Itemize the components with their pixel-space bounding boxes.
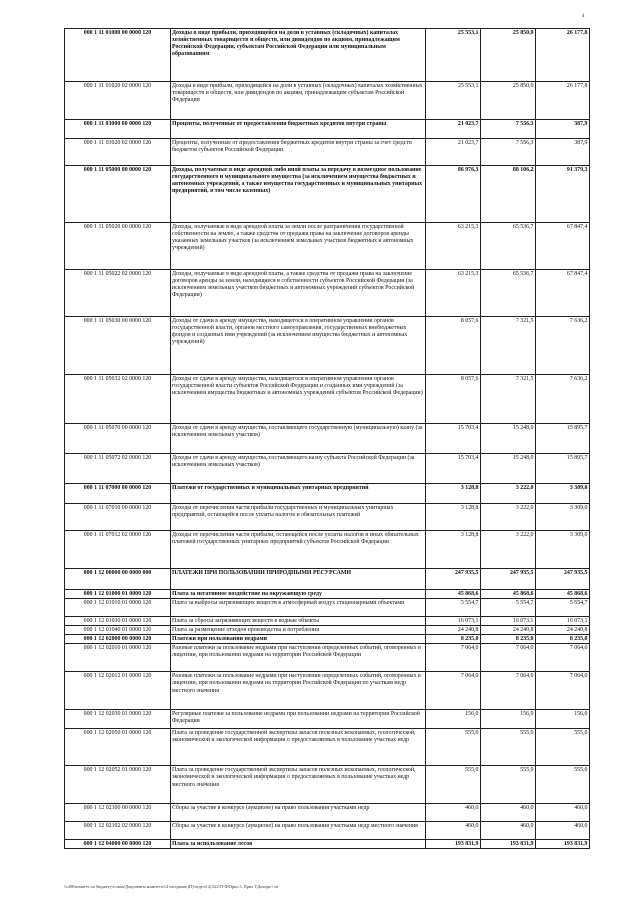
- amount-year2-cell: 193 831,9: [481, 840, 536, 849]
- amount-year1-cell: 460,0: [426, 804, 481, 822]
- amount-year2-cell: 555,0: [481, 766, 536, 804]
- amount-year1-cell: 247 935,5: [426, 569, 481, 590]
- table-row: [65, 120, 590, 139]
- amount-year2-cell: 7 064,0: [481, 672, 536, 710]
- amount-year1-cell: 15 703,4: [426, 424, 481, 454]
- budget-code-cell: 000 1 11 03000 00 0000 120: [65, 120, 171, 139]
- table-row: [65, 822, 590, 840]
- amount-year3-cell: 7 064,0: [536, 644, 590, 672]
- amount-year3-cell: 91 379,3: [536, 166, 590, 223]
- table-row: [65, 139, 590, 166]
- budget-code-cell: 000 1 11 05022 02 0000 120: [65, 270, 171, 317]
- amount-year3-cell: 15 895,7: [536, 454, 590, 484]
- amount-year2-cell: 88 106,2: [481, 166, 536, 223]
- revenue-name-cell: Плата за негативное воздействие на окружающую среду: [171, 590, 426, 599]
- amount-year3-cell: 247 935,5: [536, 569, 590, 590]
- revenue-name-cell: Доходы в виде прибыли, приходящейся на доли в уставных (складочных) капиталах хозяйственных товариществ и обществ, или дивидендов по акциям, принадлежащим Российской Федерации, субъектам Российской Федерации или муниципальным образованиям: [171, 29, 426, 82]
- amount-year1-cell: 25 553,1: [426, 29, 481, 82]
- revenue-name-cell: Доходы, получаемые в виде арендной платы за земли после разграничения государственной собственности на землю, а также средства от продажи права на заключение договоров аренды указанных земельных участков (за исключением земельных участков бюджетных и автономных учреждений): [171, 223, 426, 270]
- amount-year1-cell: 15 703,4: [426, 454, 481, 484]
- budget-code-cell: 000 1 12 01010 01 0000 120: [65, 599, 171, 617]
- amount-year2-cell: 45 868,6: [481, 590, 536, 599]
- amount-year3-cell: 460,0: [536, 822, 590, 840]
- revenue-table-page: [64, 28, 589, 849]
- amount-year3-cell: 460,0: [536, 804, 590, 822]
- amount-year3-cell: 16 073,1: [536, 617, 590, 626]
- amount-year2-cell: 247 935,5: [481, 569, 536, 590]
- amount-year1-cell: 16 073,1: [426, 617, 481, 626]
- amount-year3-cell: 67 847,4: [536, 223, 590, 270]
- amount-year3-cell: 45 868,6: [536, 590, 590, 599]
- amount-year3-cell: 26 177,8: [536, 29, 590, 82]
- table-row: [65, 82, 590, 120]
- amount-year2-cell: 555,0: [481, 729, 536, 766]
- amount-year1-cell: 156,0: [426, 710, 481, 729]
- amount-year1-cell: 555,0: [426, 729, 481, 766]
- budget-code-cell: 000 1 11 05032 02 0000 120: [65, 375, 171, 424]
- budget-code-cell: 000 1 11 05030 00 0000 120: [65, 317, 171, 375]
- amount-year1-cell: 3 128,8: [426, 531, 481, 569]
- revenue-name-cell: Плата за проведение государственной экспертизы запасов полезных ископаемых, геологической, экономической и экологической информации о предоставляемых в пользование участках недр: [171, 729, 426, 766]
- table-row: [65, 710, 590, 729]
- amount-year3-cell: 555,0: [536, 766, 590, 804]
- amount-year2-cell: 460,0: [481, 822, 536, 840]
- revenue-name-cell: Доходы, получаемые в виде арендной платы, а также средства от продажи права на заключение договоров аренды за земли, находящиеся в собственности субъектов Российской Федерации (за исключением земельных участков бюджетных и автономных учреждений субъектов Российской Федерации): [171, 270, 426, 317]
- amount-year1-cell: 3 128,8: [426, 484, 481, 504]
- table-row: [65, 590, 590, 599]
- amount-year3-cell: 3 309,0: [536, 504, 590, 531]
- revenue-name-cell: Плата за проведение государственной экспертизы запасов полезных ископаемых, геологической, экономической и экологической информации о предоставляемых в пользование участках недр местного значения: [171, 766, 426, 804]
- revenue-name-cell: Доходы от перечисления части прибыли государственных и муниципальных унитарных предприятий, остающейся после уплаты налогов и обязательных платежей: [171, 504, 426, 531]
- budget-code-cell: 000 1 11 05000 00 0000 120: [65, 166, 171, 223]
- table-row: [65, 454, 590, 484]
- revenue-name-cell: Доходы от сдачи в аренду имущества, находящегося в оперативном управлении органов государственной власти, органов местного самоуправления, государственных внебюджетных фондов и созданных ими учреждений (за исключением имущества бюджетных и автономных учреждений): [171, 317, 426, 375]
- revenue-name-cell: Плата за выбросы загрязняющих веществ в атмосферный воздух стационарными объектами: [171, 599, 426, 617]
- amount-year1-cell: 460,0: [426, 822, 481, 840]
- revenue-name-cell: Доходы от сдачи в аренду имущества, составляющего государственную (муниципальную) казну (за исключением земельных участков): [171, 424, 426, 454]
- revenue-name-cell: Сборы за участие в конкурсе (аукционе) на право пользования участками недр: [171, 804, 426, 822]
- table-row: [65, 317, 590, 375]
- amount-year1-cell: 25 553,1: [426, 82, 481, 120]
- table-row: [65, 729, 590, 766]
- amount-year1-cell: 3 128,8: [426, 504, 481, 531]
- revenue-table: [64, 28, 590, 849]
- amount-year3-cell: 24 240,8: [536, 626, 590, 635]
- budget-code-cell: 000 1 12 01030 01 0000 120: [65, 617, 171, 626]
- amount-year2-cell: 3 222,0: [481, 484, 536, 504]
- revenue-name-cell: Плата за использование лесов: [171, 840, 426, 849]
- revenue-name-cell: Платежи от государственных и муниципальных унитарных предприятий: [171, 484, 426, 504]
- amount-year2-cell: 65 536,7: [481, 223, 536, 270]
- amount-year2-cell: 7 321,5: [481, 317, 536, 375]
- table-row: [65, 166, 590, 223]
- amount-year1-cell: 45 868,6: [426, 590, 481, 599]
- amount-year2-cell: 7 321,5: [481, 375, 536, 424]
- page-corner-mark: 4: [582, 14, 585, 19]
- table-row: [65, 375, 590, 424]
- amount-year2-cell: 16 073,1: [481, 617, 536, 626]
- revenue-name-cell: Проценты, полученные от предоставления бюджетных кредитов внутри страны за счет средств бюджетов субъектов Российской Федерации: [171, 139, 426, 166]
- amount-year2-cell: 7 556,3: [481, 120, 536, 139]
- budget-code-cell: 000 1 11 03020 02 0000 120: [65, 139, 171, 166]
- amount-year1-cell: 86 976,3: [426, 166, 481, 223]
- amount-year1-cell: 63 215,3: [426, 223, 481, 270]
- budget-code-cell: 000 1 11 05072 02 0000 120: [65, 454, 171, 484]
- amount-year2-cell: 3 222,0: [481, 504, 536, 531]
- table-row: [65, 223, 590, 270]
- budget-code-cell: 000 1 11 07010 00 0000 120: [65, 504, 171, 531]
- budget-code-cell: 000 1 12 02012 01 0000 120: [65, 672, 171, 710]
- amount-year1-cell: 5 554,7: [426, 599, 481, 617]
- budget-code-cell: 000 1 12 02050 01 0000 120: [65, 729, 171, 766]
- revenue-name-cell: ПЛАТЕЖИ ПРИ ПОЛЬЗОВАНИИ ПРИРОДНЫМИ РЕСУРСАМИ: [171, 569, 426, 590]
- budget-code-cell: 000 1 12 02100 00 0000 120: [65, 804, 171, 822]
- budget-code-cell: 000 1 11 01000 00 0000 120: [65, 29, 171, 82]
- revenue-name-cell: Плата за сбросы загрязняющих веществ в водные объекты: [171, 617, 426, 626]
- amount-year3-cell: 7 064,0: [536, 672, 590, 710]
- amount-year2-cell: 8 235,0: [481, 635, 536, 644]
- amount-year2-cell: 7 556,3: [481, 139, 536, 166]
- amount-year2-cell: 65 536,7: [481, 270, 536, 317]
- amount-year3-cell: 156,0: [536, 710, 590, 729]
- table-row: [65, 424, 590, 454]
- table-row: [65, 804, 590, 822]
- revenue-name-cell: Регулярные платежи за пользование недрами при пользовании недрами на территории Российской Федерации: [171, 710, 426, 729]
- budget-code-cell: 000 1 12 02000 00 0000 120: [65, 635, 171, 644]
- amount-year3-cell: 555,0: [536, 729, 590, 766]
- amount-year3-cell: 8 235,0: [536, 635, 590, 644]
- amount-year2-cell: 156,0: [481, 710, 536, 729]
- budget-code-cell: 000 1 11 05020 00 0000 120: [65, 223, 171, 270]
- amount-year2-cell: 24 240,8: [481, 626, 536, 635]
- amount-year3-cell: 3 309,0: [536, 484, 590, 504]
- amount-year1-cell: 63 215,3: [426, 270, 481, 317]
- amount-year1-cell: 24 240,8: [426, 626, 481, 635]
- amount-year1-cell: 8 057,6: [426, 317, 481, 375]
- revenue-name-cell: Сборы за участие в конкурсе (аукционе) на право пользования участками недр местного значения: [171, 822, 426, 840]
- table-row: [65, 270, 590, 317]
- amount-year2-cell: 5 554,7: [481, 599, 536, 617]
- table-row: [65, 635, 590, 644]
- budget-code-cell: 000 1 12 02010 01 0000 120: [65, 644, 171, 672]
- amount-year3-cell: 387,9: [536, 120, 590, 139]
- table-row: [65, 617, 590, 626]
- budget-code-cell: 000 1 12 01000 01 0000 120: [65, 590, 171, 599]
- amount-year1-cell: 7 064,0: [426, 672, 481, 710]
- budget-code-cell: 000 1 12 00000 00 0000 000: [65, 569, 171, 590]
- budget-code-cell: 000 1 11 07012 02 0000 120: [65, 531, 171, 569]
- budget-code-cell: 000 1 11 07000 00 0000 120: [65, 484, 171, 504]
- table-row: [65, 569, 590, 590]
- table-row: [65, 766, 590, 804]
- amount-year3-cell: 67 847,4: [536, 270, 590, 317]
- amount-year1-cell: 21 023,7: [426, 120, 481, 139]
- revenue-name-cell: Доходы в виде прибыли, приходящейся на доли в уставных (складочных) капиталах хозяйственных товариществ и обществ, или дивидендов по акциям, принадлежащим субъектам Российской Федерации: [171, 82, 426, 120]
- revenue-name-cell: Разовые платежи за пользование недрами при наступлении определенных событий, оговоренных в лицензии, при пользовании недрами на территории Российской Федерации по участкам недр местного значения: [171, 672, 426, 710]
- amount-year2-cell: 460,0: [481, 804, 536, 822]
- budget-code-cell: 000 1 12 02030 01 0000 120: [65, 710, 171, 729]
- revenue-name-cell: Доходы, получаемые в виде арендной либо иной платы за передачу в возмездное пользование государственного и муниципального имущества (за исключением имущества бюджетных и автономных учреждений, а также имущества государственных и муниципальных унитарных предприятий, в том числе казенных): [171, 166, 426, 223]
- table-row: [65, 29, 590, 82]
- amount-year3-cell: 193 831,9: [536, 840, 590, 849]
- amount-year2-cell: 15 248,0: [481, 424, 536, 454]
- revenue-name-cell: Платежи при пользовании недрами: [171, 635, 426, 644]
- amount-year3-cell: 15 895,7: [536, 424, 590, 454]
- revenue-name-cell: Доходы от сдачи в аренду имущества, составляющего казну субъекта Российской Федерации (за исключением земельных участков): [171, 454, 426, 484]
- amount-year2-cell: 7 064,0: [481, 644, 536, 672]
- table-row: [65, 672, 590, 710]
- amount-year2-cell: 15 248,0: [481, 454, 536, 484]
- budget-code-cell: 000 1 12 04000 00 0000 120: [65, 840, 171, 849]
- amount-year2-cell: 3 222,0: [481, 531, 536, 569]
- budget-code-cell: 000 1 12 02102 02 0000 120: [65, 822, 171, 840]
- budget-code-cell: 000 1 11 01020 02 0000 120: [65, 82, 171, 120]
- amount-year3-cell: 7 636,2: [536, 375, 590, 424]
- table-row: [65, 840, 590, 849]
- budget-code-cell: 000 1 11 05070 00 0000 120: [65, 424, 171, 454]
- budget-code-cell: 000 1 12 02052 01 0000 120: [65, 766, 171, 804]
- amount-year1-cell: 193 831,9: [426, 840, 481, 849]
- revenue-name-cell: Доходы от перечисления части прибыли, остающейся после уплаты налогов и иных обязательных платежей государственных унитарных предприятий субъектов Российской Федерации: [171, 531, 426, 569]
- table-row: [65, 644, 590, 672]
- budget-code-cell: 000 1 12 01040 01 0000 120: [65, 626, 171, 635]
- amount-year1-cell: 555,0: [426, 766, 481, 804]
- revenue-name-cell: Разовые платежи за пользование недрами при наступлении определенных событий, оговоренных в лицензии, при пользовании недрами на территории Российской Федерации: [171, 644, 426, 672]
- amount-year1-cell: 8 057,6: [426, 375, 481, 424]
- amount-year2-cell: 25 850,0: [481, 29, 536, 82]
- amount-year1-cell: 8 235,0: [426, 635, 481, 644]
- revenue-table-body: [65, 29, 590, 849]
- table-row: [65, 599, 590, 617]
- amount-year1-cell: 7 064,0: [426, 644, 481, 672]
- amount-year3-cell: 3 309,0: [536, 531, 590, 569]
- amount-year1-cell: 21 023,7: [426, 139, 481, 166]
- revenue-name-cell: Плата за размещение отходов производства и потребления: [171, 626, 426, 635]
- table-row: [65, 626, 590, 635]
- revenue-name-cell: Доходы от сдачи в аренду имущества, находящегося в оперативном управлении органов государственной власти субъектов Российской Федерации и созданных ими учреждений (за исключением имущества бюджетных и автономных учреждений субъектов Российской Федерации): [171, 375, 426, 424]
- amount-year2-cell: 25 850,0: [481, 82, 536, 120]
- amount-year3-cell: 7 636,2: [536, 317, 590, 375]
- amount-year3-cell: 26 177,8: [536, 82, 590, 120]
- table-row: [65, 531, 590, 569]
- table-row: [65, 484, 590, 504]
- amount-year3-cell: 387,9: [536, 139, 590, 166]
- file-path-footer: \\r400\комитет по бюджету\з.озык\Документы комитета\14 заседание (П)\отдел\14) 822-П-Ф\Прил 3. Прил 3\Доходы+.rtf: [64, 884, 279, 889]
- table-row: [65, 504, 590, 531]
- amount-year3-cell: 5 554,7: [536, 599, 590, 617]
- revenue-name-cell: Проценты, полученные от предоставления бюджетных кредитов внутри страны: [171, 120, 426, 139]
